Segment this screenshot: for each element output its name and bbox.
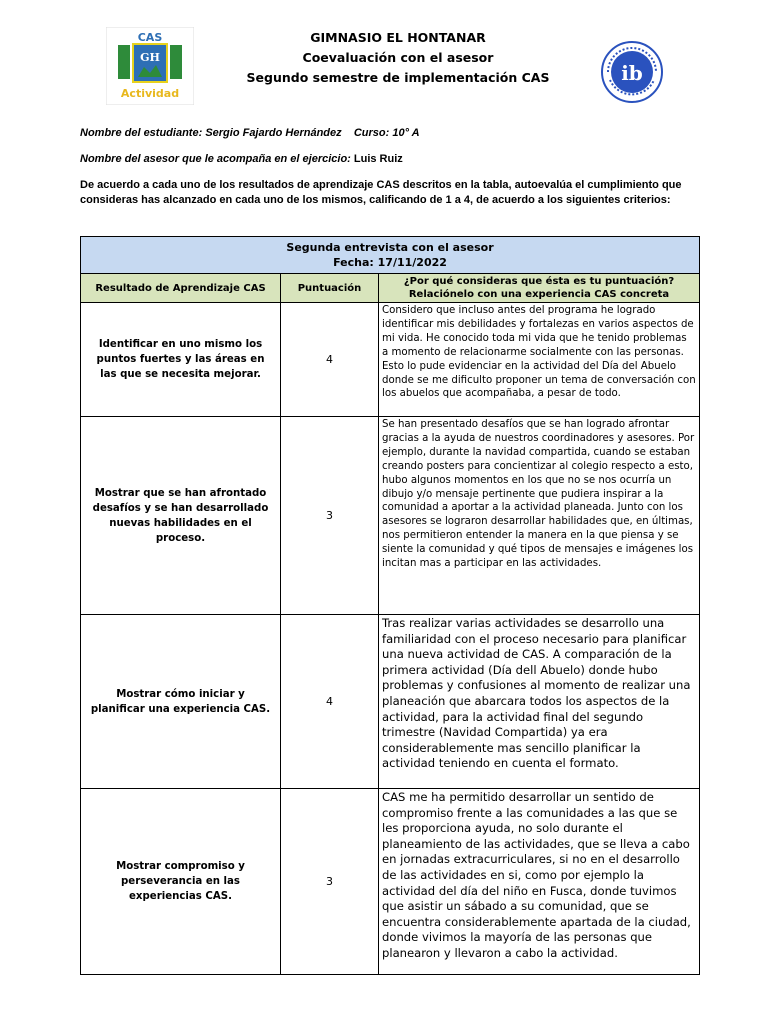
date-value: 17/11/2022 bbox=[377, 256, 447, 269]
outcome-cell: Mostrar que se han afrontado desafíos y se han desarrollado nuevas habilidades en el proceso. bbox=[81, 417, 281, 615]
score-cell: 4 bbox=[281, 615, 379, 789]
table-row bbox=[81, 615, 700, 789]
date-label: Fecha: bbox=[333, 256, 374, 269]
course-label: Curso: bbox=[353, 127, 390, 139]
table-row bbox=[81, 303, 700, 417]
outcome-cell: Identificar en uno mismo los puntos fuertes y las áreas en las que se necesita mejorar. bbox=[81, 303, 281, 417]
document-title: Coevaluación con el asesor bbox=[302, 50, 494, 65]
cas-logo-bottom-text: Actividad bbox=[120, 87, 180, 100]
student-name: Sergio Fajardo Hernández bbox=[205, 127, 342, 139]
cas-logo-top-text: CAS bbox=[137, 31, 163, 44]
ib-logo bbox=[600, 40, 664, 104]
reason-cell: Se han presentado desafíos que se han logrado afrontar gracias a la ayuda de nuestros coordinadores y asesores. Por ejemplo, durante la navidad compartida, cuando se estaban creando posters para concientizar al colegio respecto a esto, hubo algunos momentos en los que no se nos ocurría un dibujo y/o mensaje pertinente que pudiera inspirar a la comunidad a aportar a la actividad planeada. Junto con los asesores se lograron desarrollar habilidades que, en últimas, nos permitieron entender la manera en la que piensa y se siente la comunidad y qué tipos de mensajes e imágenes los incitan mas a participar en las actividades. bbox=[379, 417, 700, 615]
score-cell: 3 bbox=[281, 417, 379, 615]
table-row bbox=[81, 417, 700, 615]
course-value: 10° A bbox=[392, 127, 420, 139]
advisor-name: Luis Ruiz bbox=[353, 153, 403, 165]
ib-logo-text: ib bbox=[621, 61, 643, 85]
rubric-table bbox=[80, 236, 700, 975]
school-name: GIMNASIO EL HONTANAR bbox=[310, 30, 486, 45]
column-header: Resultado de Aprendizaje CAS bbox=[81, 274, 281, 303]
reason-cell: Tras realizar varias actividades se desarrollo una familiaridad con el proceso necesario para planificar una nueva actividad de CAS. A comparación de la primera actividad (Día dell Abuelo) donde hubo problemas y confusiones al momento de realizar una planeación que abarcara todos los aspectos de la actividad, para la actividad final del segundo trimestre (Navidad Compartida) ya era considerablemente mas sencillo planificar la actividad teniendo en cuenta el formato. bbox=[379, 615, 700, 789]
student-label: Nombre del estudiante: bbox=[80, 127, 203, 139]
outcome-cell: Mostrar cómo iniciar y planificar una experiencia CAS. bbox=[81, 615, 281, 789]
table-title-cell bbox=[81, 237, 700, 274]
reason-cell: Considero que incluso antes del programa he logrado identificar mis debilidades y fortalezas en varios aspectos de mi vida. He conocido toda mi vida que he tenido problemas a momento de relacionarme socialmente con las personas. Esto lo pude evidenciar en la actividad del Día del Abuelo donde se me dificulto proponer un tema de conversación con los abuelos que acompañaba, a pesar de todo. bbox=[379, 303, 700, 417]
table-title: Segunda entrevista con el asesor bbox=[286, 241, 494, 254]
score-cell: 3 bbox=[281, 789, 379, 975]
document-header bbox=[200, 28, 596, 88]
table-title-row bbox=[81, 237, 700, 274]
cas-logo bbox=[106, 27, 194, 105]
instructions: De acuerdo a cada uno de los resultados de aprendizaje CAS descritos en la tabla, autoevalúa el cumplimiento que consideras has alcanzado en cada uno de los mismos, calificando de 1 a 4, de acuerdo a los siguientes criterios: bbox=[80, 179, 682, 206]
document-subtitle: Segundo semestre de implementación CAS bbox=[246, 70, 550, 85]
table-date bbox=[81, 255, 699, 270]
reason-cell: CAS me ha permitido desarrollar un sentido de compromiso frente a las comunidades a las que se les proporciona ayuda, no solo durante el planeamiento de las actividades, que se lleva a cabo en jornadas extracurriculares, si no en el desarrollo de las actividades en si, como por ejemplo la actividad del día del niño en Fusca, donde tuvimos que asistir un sábado a su comunidad, que se encuentra considerablemente apartada de la ciudad, donde vivimos la mayoría de las personas que planearon y llevaron a cabo la actividad. bbox=[379, 789, 700, 975]
column-header-row bbox=[81, 274, 700, 303]
advisor-label: Nombre del asesor que le acompaña en el ejercicio: bbox=[80, 153, 351, 165]
outcome-cell: Mostrar compromiso y perseverancia en las experiencias CAS. bbox=[81, 789, 281, 975]
column-header: Puntuación bbox=[281, 274, 379, 303]
cas-logo-center-text: GH bbox=[140, 51, 160, 64]
student-info bbox=[80, 127, 720, 139]
score-cell: 4 bbox=[281, 303, 379, 417]
advisor-info bbox=[80, 153, 720, 165]
table-row bbox=[81, 789, 700, 975]
column-header: ¿Por qué consideras que ésta es tu puntuación? Relaciónelo con una experiencia CAS concreta bbox=[379, 274, 700, 303]
